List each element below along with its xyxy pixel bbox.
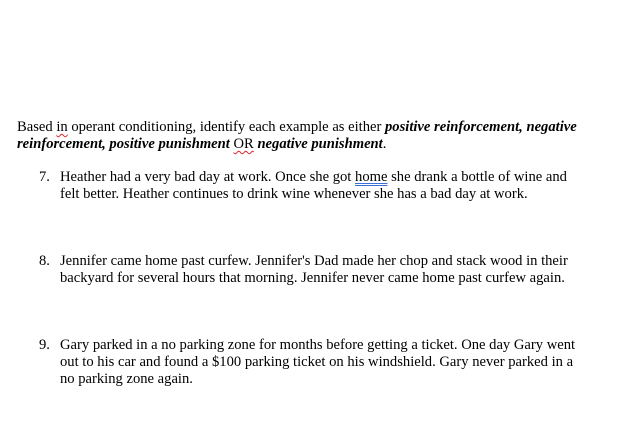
- item-word-home: home: [355, 169, 388, 185]
- item-number: 8.: [39, 253, 50, 269]
- intro-emphasis-last-term: negative punishment: [257, 136, 383, 152]
- item-text-start: Heather had a very bad day at work. Once she got: [60, 169, 356, 185]
- item-text: Gary parked in a no parking zone for months before getting a ticket. One day Gary went out to his car and found a $100 parking ticket on his windshield. Gary never parked in a no parking zone again.: [60, 337, 576, 387]
- intro-text-middle: operant conditioning, identify each example as either: [67, 119, 385, 135]
- list-item: [17, 253, 612, 287]
- item-number: 7.: [39, 169, 50, 185]
- intro-text-start: Based: [17, 119, 57, 135]
- item-text: Jennifer came home past curfew. Jennifer's Dad made her chop and stack wood in their backyard for several hours that morning. Jennifer never came home past curfew again.: [60, 253, 568, 286]
- document-body: [17, 119, 612, 387]
- item-text: [60, 169, 580, 203]
- list-item: [17, 169, 612, 203]
- intro-word-in: in: [56, 119, 68, 135]
- item-number: 9.: [39, 337, 50, 353]
- intro-word-or: OR: [233, 136, 254, 152]
- list-item: [17, 337, 612, 388]
- instructions-paragraph: [17, 119, 612, 153]
- intro-emphasis-terms: positive reinforcement, negative reinforcement, positive punishment: [17, 119, 577, 152]
- intro-period: .: [382, 136, 387, 152]
- item-text-end: she drank a bottle of wine and felt better. Heather continues to drink wine whenever she has a bad day at work.: [60, 169, 567, 202]
